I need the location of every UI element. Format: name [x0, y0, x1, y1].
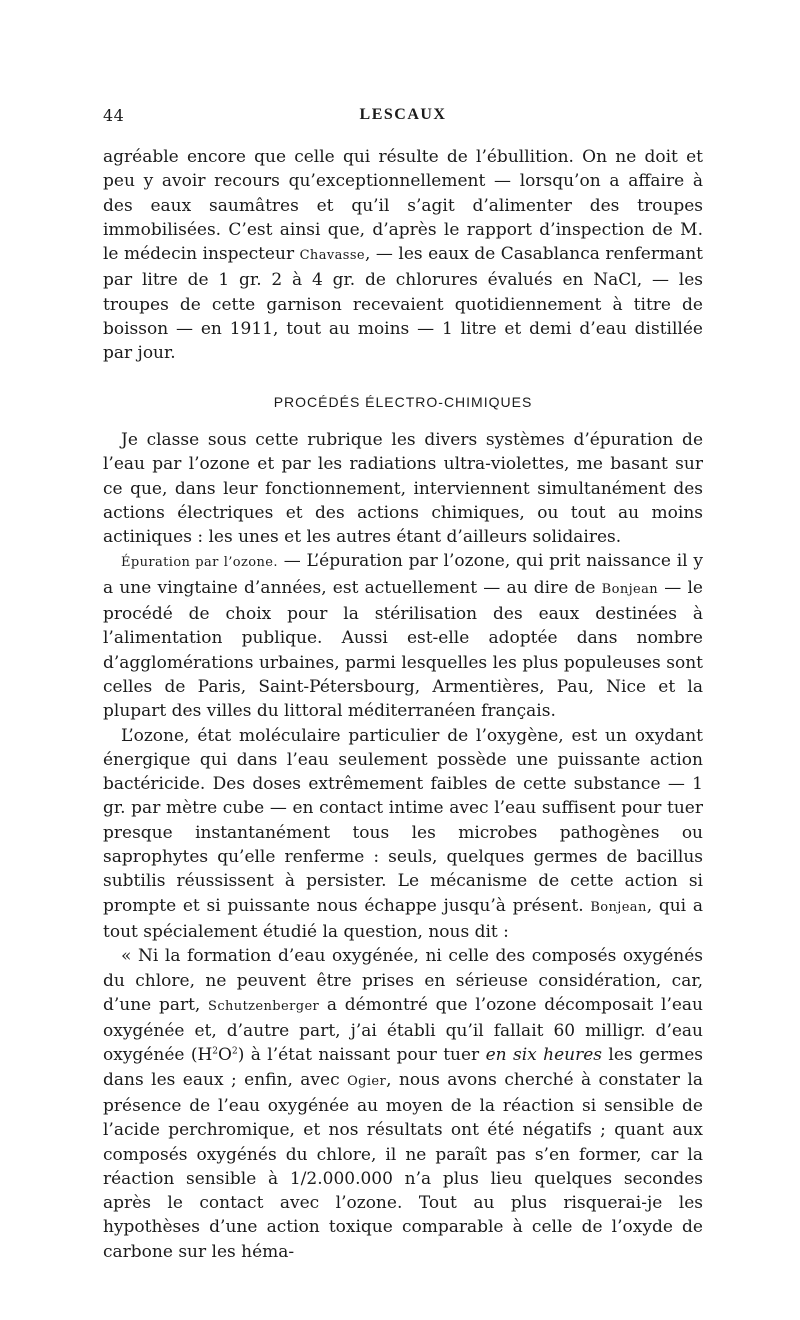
body-text	[103, 145, 703, 1264]
italic-emphasis: en six heures	[485, 1045, 602, 1066]
author-name: Schutzenberger	[208, 998, 320, 1014]
text-run: agréable encore que celle qui résulte de l’ébullition. On ne doit et peu y avoir recours qu’exceptionnellement — lorsqu’on a affaire à des eaux saumâtres et qu’il s’agit d’alimenter des troupes immobilisées. C’est ainsi que, d’après le rapport d’inspection de M. le médecin inspecteur	[103, 147, 703, 265]
text-run: O	[218, 1045, 232, 1066]
author-name: Bonjean	[590, 899, 647, 915]
superscript: 2	[212, 1046, 219, 1057]
paragraph-intro: Je classe sous cette rubrique les divers systèmes d’épuration de l’eau par l’ozone et par les radiations ultra-violettes, me basant sur ce que, dans leur fonctionnement, interviennent simultanément des actions électriques et des actions chimiques, ou tout au moins actiniques : les unes et les autres étant d’ailleurs solidaires.	[103, 429, 703, 548]
paragraph-ozone-properties	[103, 724, 703, 945]
text-run: , — les eaux de Casablanca renfermant par litre de 1 gr. 2 à 4 gr. de chlorures évalués en NaCl, — les troupes de cette garnison recevaient quotidiennement à titre de boisson — en 1911, tout au moins — 1 litre et demi d’eau distillée par jour.	[103, 244, 704, 364]
author-name: Chavasse	[299, 248, 365, 264]
paragraph-ozone-purification	[103, 549, 703, 723]
text-run: L’ozone, état moléculaire particulier de l’oxygène, est un oxydant énergique qui dans l’eau seulement possède une puissante action bactéricide. Des doses extrêmement faibles de cette substance — 1 gr. par mètre cube — en contact intime avec l’eau suffisent pour tuer presque instantanément tous les microbes pathogènes ou saprophytes qu’elle renferme : seuls, quelques germes de bacillus subtilis réussissent à persister. Le mécanisme de cette action si prompte et si puissante nous échappe jusqu’à présent.	[103, 725, 703, 916]
running-head: LESCAUX	[359, 106, 447, 123]
text-run: , nous avons cherché à constater la présence de l’eau oxygénée au moyen de la réaction si sensible de l’acide perchromique, et nos résultats ont été négatifs ; quant aux composés oxygénés du chlore, il ne paraît pas s’en former, car la réaction sensible à 1/2.000.000 n’a plus lieu quelques secondes après le contact avec l’ozone. Tout au plus risquerai-je les hypothèses d’une action toxique comparable à celle de l’oxyde de carbone sur les héma-	[103, 1069, 703, 1262]
paragraph-distillation	[103, 145, 703, 366]
run-in-heading: Épuration par l’ozone.	[121, 555, 278, 571]
page-number: 44	[103, 106, 125, 125]
author-name: Bonjean	[601, 581, 659, 597]
text-run: — le procédé de choix pour la stérilisation des eaux destinées à l’alimentation publique. Aussi est-elle adoptée dans nombre d’agglomérations urbaines, parmi lesquelles les plus populeuses sont celles de Paris, Saint-Pétersbourg, Armentières, Pau, Nice et la plupart des villes du littoral méditerranéen français.	[103, 577, 703, 722]
text-run: ) à l’état naissant pour tuer	[237, 1045, 486, 1066]
text-run: — L’épuration par l’ozone, qui prit naissance il y a une vingtaine d’années, est actuellement — au dire de	[103, 551, 703, 598]
text-run: a démontré que l’ozone décomposait l’eau oxygénée et, d’autre part, j’ai établi qu’il fallait 60 milligr. d’eau oxygénée (H	[103, 994, 703, 1066]
text-run: « Ni la formation d’eau oxygénée, ni celle des composés oxygénés du chlore, ne peuvent être prises en sérieuse considération, car, d’une part,	[103, 946, 703, 1015]
section-heading: PROCÉDÉS ÉLECTRO-CHIMIQUES	[273, 393, 533, 410]
text-run: les germes dans les eaux ; enfin, avec	[103, 1045, 703, 1090]
paragraph-quotation	[103, 944, 703, 1264]
superscript: 2	[231, 1046, 238, 1057]
author-name: Ogier	[347, 1073, 387, 1089]
text-run: , qui a tout spécialement étudié la question, nous dit :	[103, 895, 703, 942]
page-header	[103, 106, 703, 128]
